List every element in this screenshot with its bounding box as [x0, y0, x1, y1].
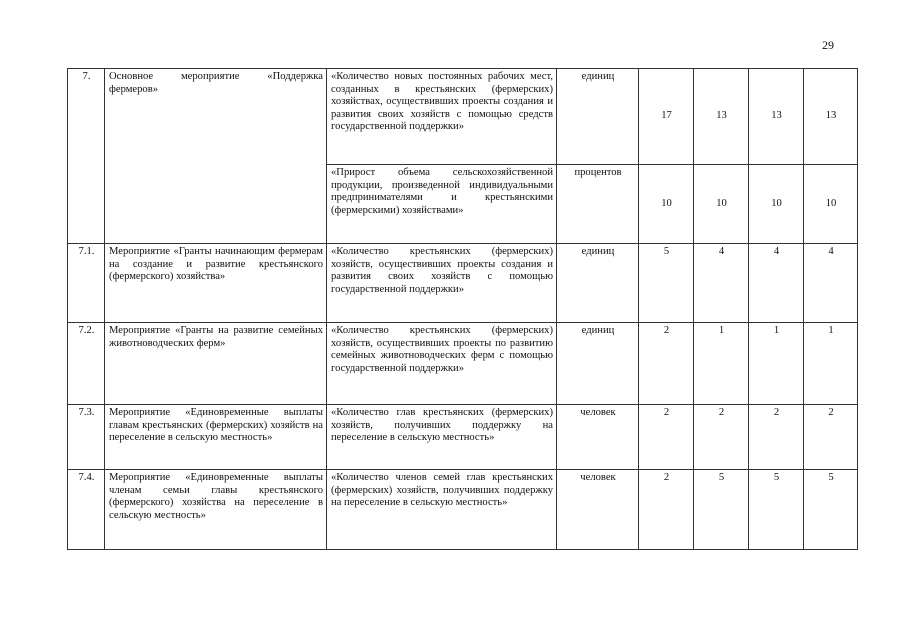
value-cell: 4: [804, 244, 858, 323]
value-cell: 10: [749, 165, 804, 244]
indicator-cell: «Прирост объема сельскохозяйственной продукции, произведенной индивидуальными предпринимателями и крестьянскими (фермерскими) хозяйствами»: [327, 165, 557, 244]
event-cell: Мероприятие «Единовременные выплаты главам крестьянских (фермерских) хозяйств на переселение в сельскую местность»: [105, 405, 327, 470]
table-row: [68, 470, 858, 550]
value-cell: 2: [639, 405, 694, 470]
row-number: 7.4.: [68, 470, 105, 550]
event-cell: Мероприятие «Гранты начинающим фермерам на создание и развитие крестьянского (фермерского) хозяйства»: [105, 244, 327, 323]
value-cell: 13: [804, 69, 858, 165]
value-cell: 5: [804, 470, 858, 550]
indicator-cell: «Количество новых постоянных рабочих мест, созданных в крестьянских (фермерских) хозяйствах, осуществивших проекты создания и развития своих хозяйств с помощью средств государственной поддержки»: [327, 69, 557, 165]
unit-cell: единиц: [557, 244, 639, 323]
indicator-cell: «Количество крестьянских (фермерских) хозяйств, осуществивших проекты создания и развития своих хозяйств с помощью государственной поддержки»: [327, 244, 557, 323]
unit-cell: единиц: [557, 69, 639, 165]
indicator-cell: «Количество глав крестьянских (фермерских) хозяйств, получивших поддержку на переселение в сельскую местность»: [327, 405, 557, 470]
value-cell: 2: [804, 405, 858, 470]
table-row: [68, 69, 858, 165]
indicator-cell: «Количество крестьянских (фермерских) хозяйств, осуществивших проекты по развитию семейных животноводческих ферм с помощью государственной поддержки»: [327, 323, 557, 405]
value-cell: 2: [639, 470, 694, 550]
value-cell: 2: [639, 323, 694, 405]
indicator-cell: «Количество членов семей глав крестьянских (фермерских) хозяйств, получивших поддержку на переселение в сельскую местность»: [327, 470, 557, 550]
value-cell: 17: [639, 69, 694, 165]
value-cell: 2: [749, 405, 804, 470]
value-cell: 5: [749, 470, 804, 550]
value-cell: 13: [749, 69, 804, 165]
value-cell: 4: [749, 244, 804, 323]
event-cell: Мероприятие «Гранты на развитие семейных животноводческих ферм»: [105, 323, 327, 405]
value-cell: 2: [694, 405, 749, 470]
value-cell: 5: [694, 470, 749, 550]
row-number: 7.1.: [68, 244, 105, 323]
value-cell: 10: [639, 165, 694, 244]
value-cell: 4: [694, 244, 749, 323]
value-cell: 10: [694, 165, 749, 244]
value-cell: 13: [694, 69, 749, 165]
table-row: [68, 323, 858, 405]
value-cell: 1: [694, 323, 749, 405]
row-number: 7.3.: [68, 405, 105, 470]
value-cell: 1: [749, 323, 804, 405]
row-number: 7.2.: [68, 323, 105, 405]
unit-cell: процентов: [557, 165, 639, 244]
table-row: [68, 244, 858, 323]
program-indicators-table: [67, 68, 858, 550]
event-cell: Основное мероприятие «Поддержка фермеров»: [105, 69, 327, 244]
event-cell: Мероприятие «Единовременные выплаты членам семьи главы крестьянского (фермерского) хозяйства на переселение в сельскую местность»: [105, 470, 327, 550]
unit-cell: человек: [557, 470, 639, 550]
value-cell: 5: [639, 244, 694, 323]
unit-cell: человек: [557, 405, 639, 470]
value-cell: 1: [804, 323, 858, 405]
row-number: 7.: [68, 69, 105, 244]
unit-cell: единиц: [557, 323, 639, 405]
value-cell: 10: [804, 165, 858, 244]
table-row: [68, 405, 858, 470]
page-number: 29: [822, 38, 834, 52]
